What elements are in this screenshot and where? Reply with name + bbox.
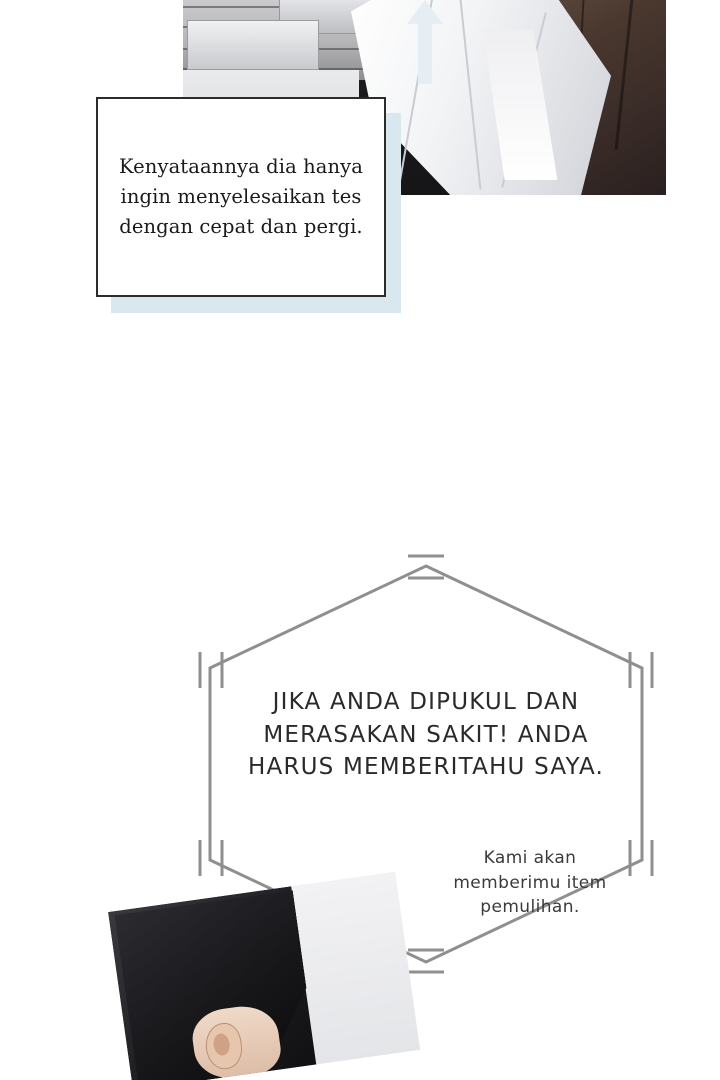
system-dialog-sub-text: Kami akan memberimu item pemulihan. (453, 848, 607, 918)
narration-box (96, 97, 386, 297)
up-arrow-icon (407, 0, 443, 84)
system-dialog-main-text: JIKA ANDA DIPUKUL DAN MERASAKAN SAKIT! ANDA HARUS MEMBERITAHU SAYA. (248, 689, 604, 781)
background-machine-lower (187, 20, 319, 70)
narration-text: Kenyataannya dia hanya ingin menyelesaikan tes dengan cepat dan pergi. (119, 154, 363, 239)
bottom-panel (108, 872, 420, 1080)
page-margin-right (666, 0, 720, 200)
